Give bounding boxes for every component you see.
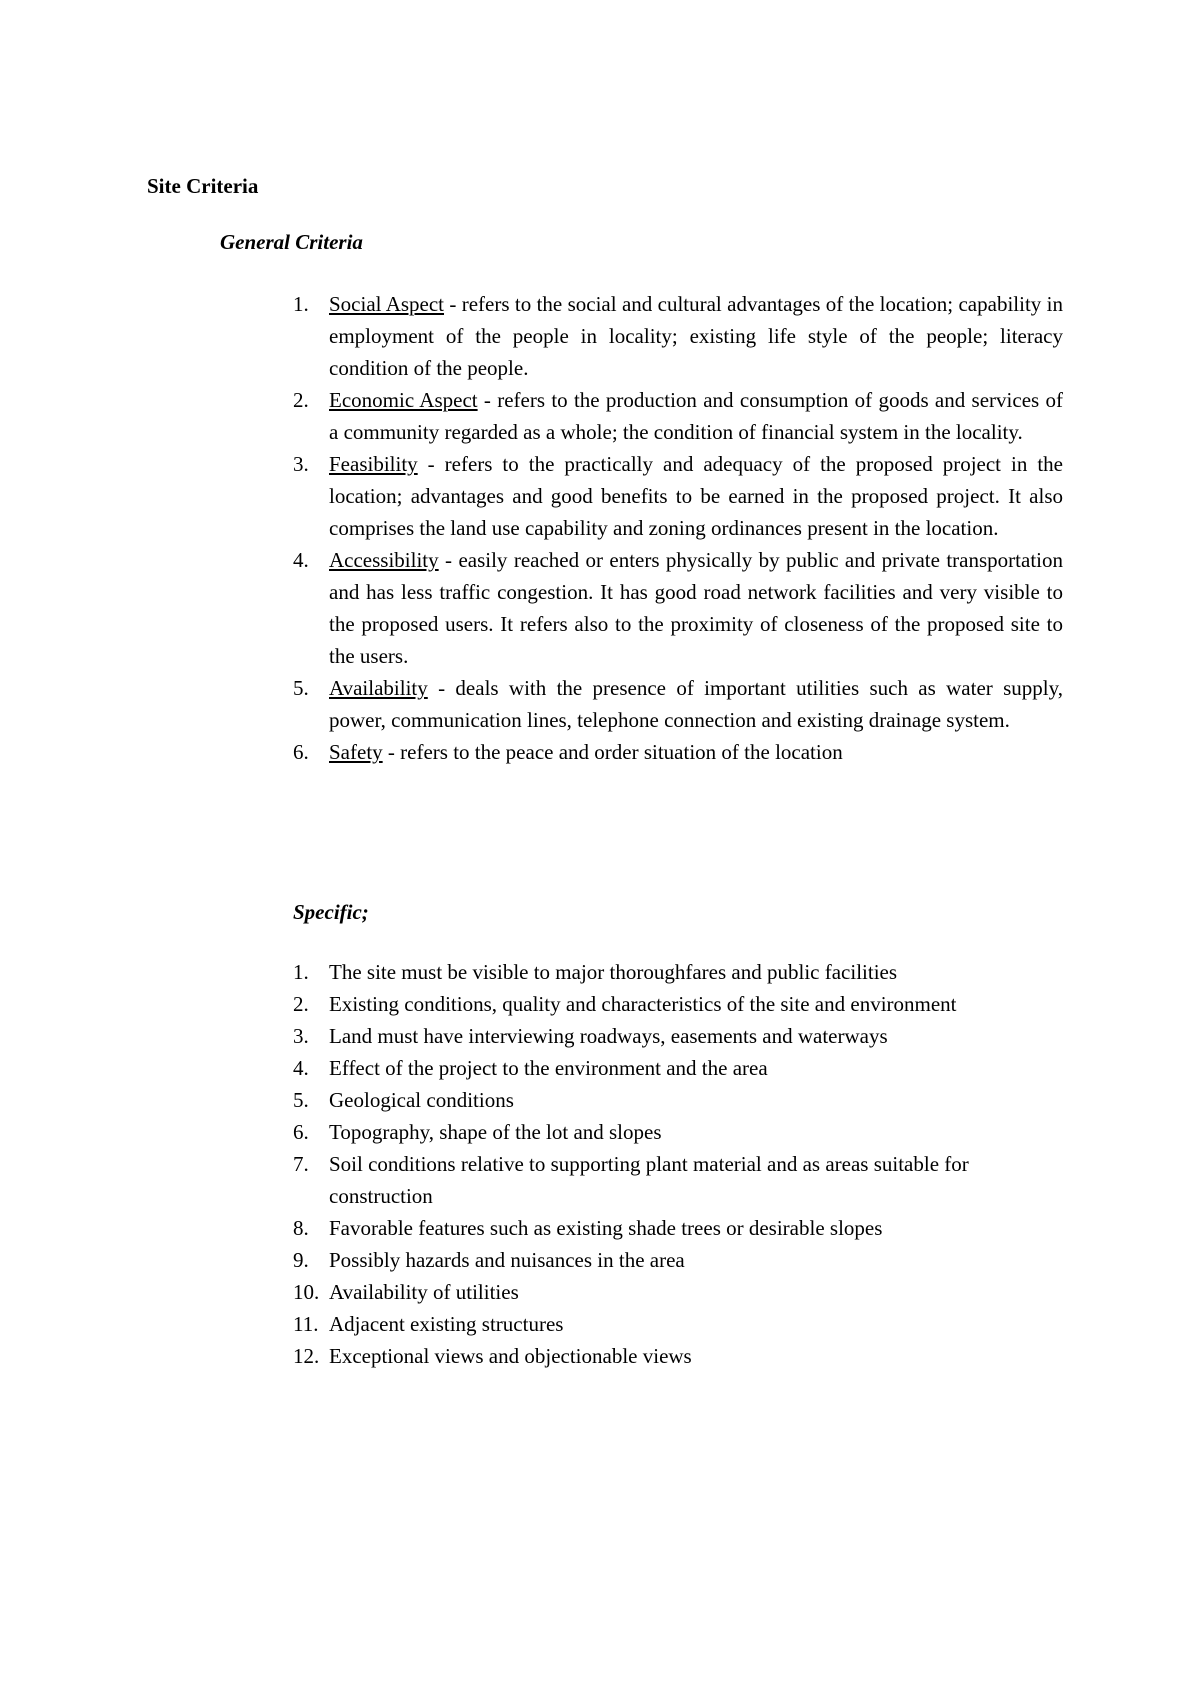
general-criteria-list	[293, 288, 1063, 768]
item-number: 4.	[293, 548, 309, 572]
list-item	[293, 384, 1063, 448]
list-item	[293, 736, 1063, 768]
item-text: - refers to the production and consumption of goods and services of a community regarded as a whole; the condition of financial system in the locality.	[329, 388, 1063, 444]
item-number: 6.	[293, 740, 309, 764]
item-number: 8.	[293, 1216, 309, 1240]
list-item	[293, 1148, 1063, 1212]
list-item	[293, 448, 1063, 544]
item-number: 7.	[293, 1152, 309, 1176]
item-text: Favorable features such as existing shade trees or desirable slopes	[329, 1216, 883, 1240]
item-text: Land must have interviewing roadways, easements and waterways	[329, 1024, 888, 1048]
item-term: Safety	[329, 740, 383, 764]
item-number: 5.	[293, 676, 309, 700]
item-number: 11.	[293, 1312, 319, 1336]
list-item	[293, 956, 1063, 988]
item-text: Existing conditions, quality and characteristics of the site and environment	[329, 992, 957, 1016]
item-text: Effect of the project to the environment and the area	[329, 1056, 768, 1080]
item-text: - easily reached or enters physically by public and private transportation and has less traffic congestion. It has good road network facilities and very visible to the proposed users. It refers also to the proximity of closeness of the proposed site to the users.	[329, 548, 1063, 668]
item-text: Possibly hazards and nuisances in the area	[329, 1248, 685, 1272]
item-text: Adjacent existing structures	[329, 1312, 564, 1336]
item-number: 4.	[293, 1056, 309, 1080]
item-text: - refers to the social and cultural advantages of the location; capability in employment of the people in locality; existing life style of the people; literacy condition of the people.	[329, 292, 1063, 380]
item-number: 2.	[293, 388, 309, 412]
item-number: 3.	[293, 1024, 309, 1048]
specific-criteria-heading: Specific;	[293, 900, 369, 924]
list-item	[293, 544, 1063, 672]
list-item	[293, 1116, 1063, 1148]
item-text: Geological conditions	[329, 1088, 514, 1112]
item-text: Exceptional views and objectionable views	[329, 1344, 692, 1368]
list-item	[293, 672, 1063, 736]
item-number: 9.	[293, 1248, 309, 1272]
item-term: Feasibility	[329, 452, 418, 476]
item-number: 2.	[293, 992, 309, 1016]
item-number: 6.	[293, 1120, 309, 1144]
specific-criteria-list	[293, 956, 1063, 1372]
list-item	[293, 1308, 1063, 1340]
item-number: 1.	[293, 292, 309, 316]
item-text: Topography, shape of the lot and slopes	[329, 1120, 662, 1144]
list-item	[293, 1244, 1063, 1276]
item-term: Social Aspect	[329, 292, 445, 316]
item-text: - refers to the practically and adequacy of the proposed project in the location; advantages and good benefits to be earned in the proposed project. It also comprises the land use capability and zoning ordinances present in the location.	[329, 452, 1063, 540]
item-number: 3.	[293, 452, 309, 476]
item-text: - deals with the presence of important utilities such as water supply, power, communication lines, telephone connection and existing drainage system.	[329, 676, 1063, 732]
document-title: Site Criteria	[147, 174, 259, 198]
list-item	[293, 1084, 1063, 1116]
item-number: 10.	[293, 1280, 320, 1304]
item-number: 1.	[293, 960, 309, 984]
item-text: The site must be visible to major thoroughfares and public facilities	[329, 960, 898, 984]
general-criteria-heading: General Criteria	[220, 230, 363, 254]
item-term: Accessibility	[329, 548, 439, 572]
list-item	[293, 288, 1063, 384]
list-item	[293, 1052, 1063, 1084]
item-text: - refers to the peace and order situation of the location	[382, 740, 843, 764]
list-item	[293, 1212, 1063, 1244]
item-term: Economic Aspect	[329, 388, 478, 412]
item-text: Availability of utilities	[329, 1280, 519, 1304]
list-item	[293, 1276, 1063, 1308]
item-number: 12.	[293, 1344, 320, 1368]
item-number: 5.	[293, 1088, 309, 1112]
list-item	[293, 1340, 1063, 1372]
list-item	[293, 988, 1063, 1020]
list-item	[293, 1020, 1063, 1052]
item-text: Soil conditions relative to supporting plant material and as areas suitable for construction	[329, 1152, 969, 1208]
item-term: Availability	[329, 676, 428, 700]
